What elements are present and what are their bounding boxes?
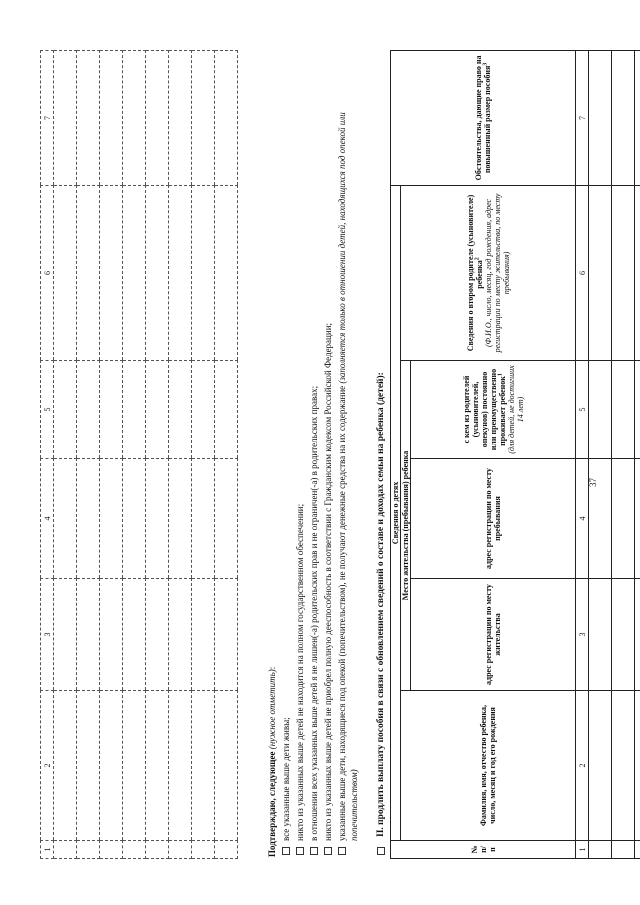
option-checkbox[interactable] [310,847,318,855]
bottom-col-number: 3 [576,579,589,691]
top-table [40,50,238,859]
top-col-number: 4 [41,459,54,579]
top-col-number: 5 [41,361,54,459]
table-cell[interactable] [123,361,146,459]
header-number: № п/п [391,841,576,859]
rotated-content [40,45,620,865]
page-number: 37 [588,478,598,487]
top-col-number: 7 [41,51,54,186]
header-circumstances [391,50,576,185]
option-note: (заполняется только в отношении детей, находящихся под опекой или попечительством) [337,112,359,841]
bottom-col-number: 5 [576,361,589,459]
table-cell[interactable] [215,51,238,186]
top-col-number: 3 [41,579,54,691]
table-cell[interactable] [589,691,612,841]
table-cell[interactable] [612,841,635,859]
top-col-number: 2 [41,691,54,841]
table-cell[interactable] [169,51,192,186]
table-cell[interactable] [612,579,635,691]
table-cell[interactable] [635,579,640,691]
table-cell[interactable] [215,841,238,859]
table-row [612,50,635,858]
table-cell[interactable] [123,579,146,691]
table-cell[interactable] [215,691,238,841]
confirm-option[interactable] [308,57,320,857]
table-cell[interactable] [146,361,169,459]
header-lives-with [411,361,576,459]
table-cell[interactable] [54,841,77,859]
option-text: никто из указанных выше детей не приобрел полную дееспособность в соответствии с Гражданским кодексом Российской Федерации; [323,322,333,841]
table-row [215,51,238,859]
table-cell[interactable] [77,51,100,186]
table-cell[interactable] [589,579,612,691]
table-cell[interactable] [77,186,100,361]
option-text: в отношении всех указанных выше детей я не лишен(-а) родительских прав и не ограничен(-а) в родительских правах; [309,385,319,841]
confirmation-heading: Подтверждаю, следующее [267,751,277,857]
table-cell[interactable] [77,841,100,859]
bottom-col-number: 2 [576,691,589,841]
table-cell[interactable] [77,361,100,459]
section-2-checkbox[interactable] [377,847,385,855]
table-cell[interactable] [169,186,192,361]
table-row [123,51,146,859]
header-lives-with-text: с кем из родителей (усыновителей, опекунов) постоянно или преимущественно проживает ребенок [461,368,507,451]
table-cell[interactable] [169,361,192,459]
table-cell[interactable] [169,691,192,841]
bottom-table-body [391,50,640,858]
header-circumstances-text: Обстоятельства, дающие право на повышенный размер пособия [474,55,492,181]
option-text: все указанные выше дети живы; [281,717,291,841]
table-cell[interactable] [123,51,146,186]
table-cell[interactable] [54,691,77,841]
table-row [169,51,192,859]
bottom-table [390,50,640,859]
table-cell[interactable] [192,841,215,859]
table-cell[interactable] [612,50,635,185]
table-cell[interactable] [100,361,123,459]
bottom-number-row [576,50,589,858]
top-table-body [41,51,238,859]
table-cell[interactable] [635,459,640,579]
table-cell[interactable] [589,361,612,459]
table-cell[interactable] [100,459,123,579]
table-cell[interactable] [123,186,146,361]
option-checkbox[interactable] [324,847,332,855]
table-row [192,51,215,859]
confirmation-block [266,57,360,857]
bottom-col-number: 1 [576,841,589,859]
table-cell[interactable] [589,50,612,185]
table-cell[interactable] [54,51,77,186]
table-row [635,50,640,858]
table-row [77,51,100,859]
header-second-parent-note: (Ф.И.О., число, месяц, год рождения, адрес регистрации по месту жительства, по месту пребывания) [483,193,511,353]
confirm-option[interactable] [336,57,360,857]
table-cell[interactable] [169,841,192,859]
confirm-option[interactable] [280,57,292,857]
bottom-col-number: 7 [576,50,589,185]
header-lives-with-sup: 1 [496,373,503,377]
table-cell[interactable] [146,186,169,361]
table-cell[interactable] [215,459,238,579]
header-reg-stay: адрес регистрации по месту пребывания [411,459,576,579]
table-cell[interactable] [635,185,640,360]
table-cell[interactable] [612,185,635,360]
header-circumstances-sup: 3 [482,62,489,66]
table-cell[interactable] [54,361,77,459]
header-child-name: Фамилия, имя, отчество ребенка, число, месяц и год его рождения [401,691,576,841]
table-cell[interactable] [146,459,169,579]
table-row [54,51,77,859]
table-cell[interactable] [77,579,100,691]
bottom-header-row-1 [391,50,401,858]
table-cell[interactable] [146,51,169,186]
table-cell[interactable] [192,579,215,691]
confirmation-note: (нужное отметить) [267,669,277,750]
table-cell[interactable] [146,841,169,859]
table-cell[interactable] [192,51,215,186]
table-cell[interactable] [100,841,123,859]
table-cell[interactable] [123,691,146,841]
header-children-info: Сведения о детях [391,185,401,840]
table-cell[interactable] [54,579,77,691]
section-2-heading-line [376,57,386,857]
header-reg-residence: адрес регистрации по месту жительства [411,579,576,691]
table-cell[interactable] [100,579,123,691]
table-cell[interactable] [192,459,215,579]
option-text-wrap [336,57,360,841]
table-cell[interactable] [54,459,77,579]
table-cell[interactable] [146,579,169,691]
header-second-parent-text: Сведения о втором родителе (усыновителе) ребенка [465,194,484,352]
option-text: указанные выше дети, находящиеся под опекой (попечительством), не получают денежные средства на их содержание [337,383,347,841]
table-cell[interactable] [169,459,192,579]
header-second-parent [401,185,576,360]
confirmation-heading-line [266,57,278,857]
table-row [589,50,612,858]
table-cell[interactable] [215,579,238,691]
table-cell[interactable] [635,841,640,859]
table-row [100,51,123,859]
table-cell[interactable] [100,186,123,361]
confirmation-colon: : [267,666,277,670]
table-cell[interactable] [612,361,635,459]
table-cell[interactable] [635,361,640,459]
option-checkbox[interactable] [282,847,290,855]
table-cell[interactable] [589,459,612,579]
table-cell[interactable] [123,841,146,859]
table-cell[interactable] [635,50,640,185]
top-table-number-row [41,51,54,859]
table-cell[interactable] [635,691,640,841]
table-cell[interactable] [589,185,612,360]
table-cell[interactable] [77,459,100,579]
table-row [146,51,169,859]
bottom-col-number: 4 [576,459,589,579]
bottom-col-number: 6 [576,185,589,360]
table-cell[interactable] [589,841,612,859]
top-col-number: 6 [41,186,54,361]
table-cell[interactable] [169,579,192,691]
table-cell[interactable] [146,691,169,841]
table-cell[interactable] [100,691,123,841]
table-cell[interactable] [192,186,215,361]
table-cell[interactable] [100,51,123,186]
table-cell[interactable] [192,691,215,841]
table-cell[interactable] [612,459,635,579]
table-cell[interactable] [215,361,238,459]
option-checkbox[interactable] [338,847,346,855]
header-residence: Место жительства (пребывания) ребенка [401,361,411,691]
header-second-parent-sup: 2 [473,257,480,261]
table-cell[interactable] [77,691,100,841]
option-text: никто из указанных выше детей не находится на полном государственном обеспечении; [295,503,305,841]
table-cell[interactable] [612,691,635,841]
section-2-title: II. продлить выплату пособия в связи с обновлением сведений о составе и доходах семьи на ребенка (детей): [376,372,386,837]
table-cell[interactable] [123,459,146,579]
table-cell[interactable] [192,361,215,459]
confirm-option[interactable] [322,57,334,857]
table-cell[interactable] [54,186,77,361]
option-checkbox[interactable] [296,847,304,855]
table-cell[interactable] [215,186,238,361]
header-lives-with-note: (для детей, не достигших 14 лет) [506,365,525,454]
confirm-option[interactable] [294,57,306,857]
top-col-number: 1 [41,841,54,859]
